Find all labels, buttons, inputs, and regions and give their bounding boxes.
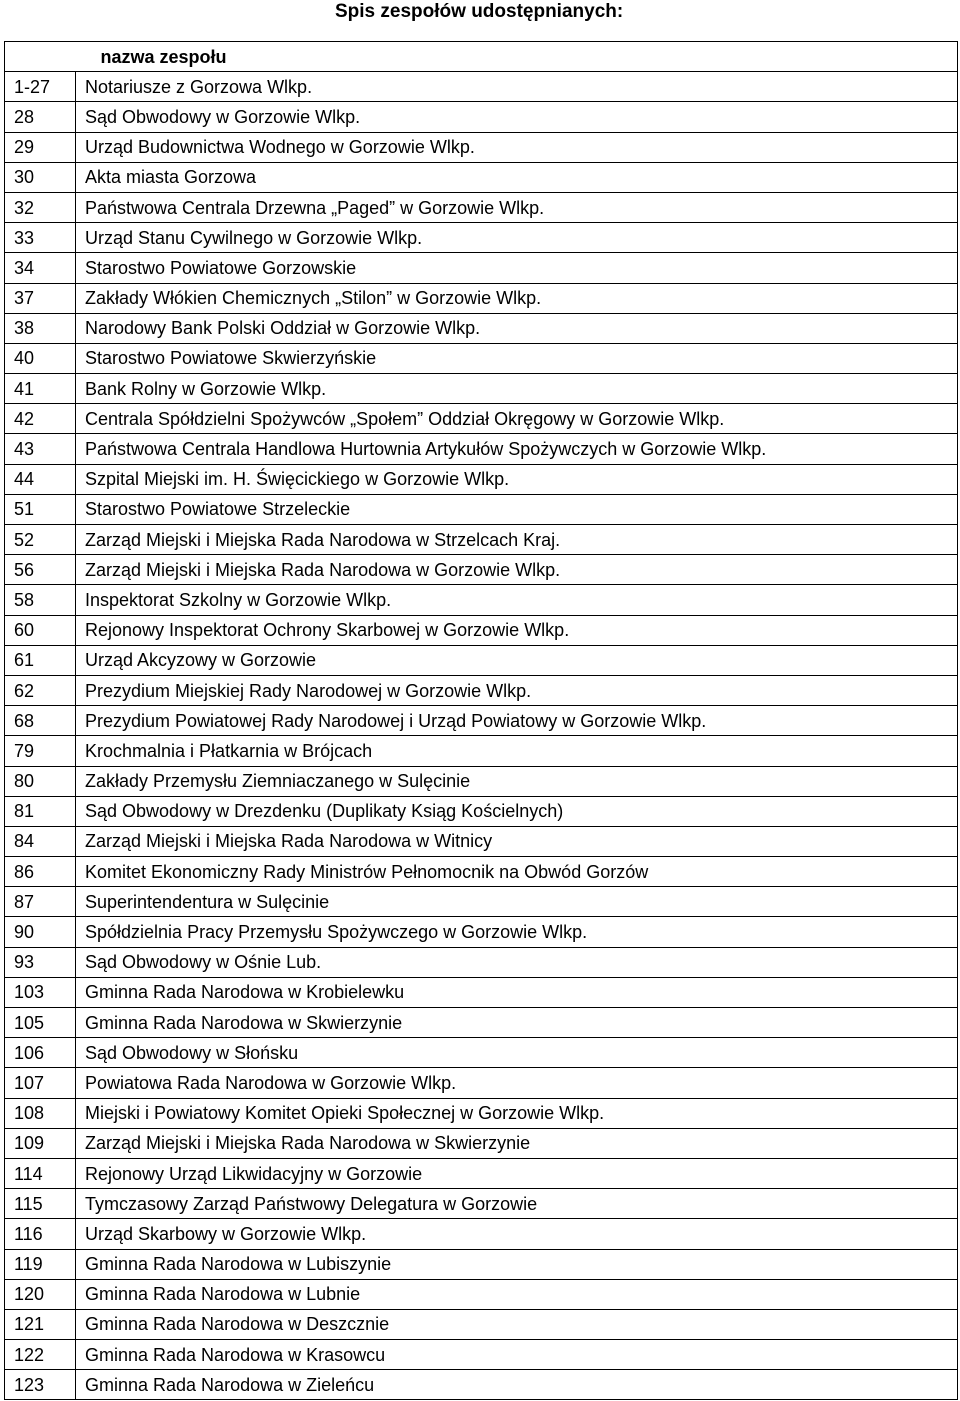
table-row: [5, 947, 958, 977]
ensemble-number: 37: [5, 283, 76, 313]
ensemble-name: Zakłady Przemysłu Ziemniaczanego w Sulęcinie: [76, 766, 958, 796]
ensemble-number: 119: [5, 1249, 76, 1279]
table-row: [5, 494, 958, 524]
ensemble-name: Komitet Ekonomiczny Rady Ministrów Pełnomocnik na Obwód Gorzów: [76, 857, 958, 887]
ensemble-number: 105: [5, 1008, 76, 1038]
ensemble-number: 103: [5, 977, 76, 1007]
ensemble-name: Sąd Obwodowy w Gorzowie Wlkp.: [76, 102, 958, 132]
table-body: [5, 72, 958, 1400]
table-row: [5, 1279, 958, 1309]
table-row: [5, 917, 958, 947]
ensemble-name: Gminna Rada Narodowa w Krobielewku: [76, 977, 958, 1007]
ensemble-name: Powiatowa Rada Narodowa w Gorzowie Wlkp.: [76, 1068, 958, 1098]
ensemble-number: 81: [5, 796, 76, 826]
table-row: [5, 615, 958, 645]
table-row: [5, 1068, 958, 1098]
table-row: [5, 585, 958, 615]
ensemble-name: Starostwo Powiatowe Skwierzyńskie: [76, 343, 958, 373]
ensemble-number: 68: [5, 706, 76, 736]
ensemble-name: Inspektorat Szkolny w Gorzowie Wlkp.: [76, 585, 958, 615]
ensemble-name: Gminna Rada Narodowa w Zieleńcu: [76, 1370, 958, 1400]
ensemble-name: Urząd Akcyzowy w Gorzowie: [76, 645, 958, 675]
table-header: [5, 42, 958, 72]
ensemble-number: 61: [5, 645, 76, 675]
table-row: [5, 1219, 958, 1249]
ensemble-name: Starostwo Powiatowe Gorzowskie: [76, 253, 958, 283]
table-row: [5, 1038, 958, 1068]
ensemble-number: 38: [5, 313, 76, 343]
table-row: [5, 162, 958, 192]
ensemble-number: 42: [5, 404, 76, 434]
table-row: [5, 102, 958, 132]
ensemble-name: Urząd Stanu Cywilnego w Gorzowie Wlkp.: [76, 223, 958, 253]
header-nr-cell: [5, 42, 76, 72]
ensemble-name: Centrala Spółdzielni Spożywców „Społem” Oddział Okręgowy w Gorzowie Wlkp.: [76, 404, 958, 434]
table-row: [5, 736, 958, 766]
table-row: [5, 1370, 958, 1400]
ensemble-name: Zarząd Miejski i Miejska Rada Narodowa w Skwierzynie: [76, 1128, 958, 1158]
table-row: [5, 464, 958, 494]
table-row: [5, 857, 958, 887]
table-row: [5, 1008, 958, 1038]
table-row: [5, 72, 958, 102]
ensemble-number: 58: [5, 585, 76, 615]
table-row: [5, 675, 958, 705]
ensemble-number: 84: [5, 826, 76, 856]
ensemble-name: Szpital Miejski im. H. Święcickiego w Gorzowie Wlkp.: [76, 464, 958, 494]
ensemble-name: Gminna Rada Narodowa w Skwierzynie: [76, 1008, 958, 1038]
ensemble-number: 115: [5, 1189, 76, 1219]
ensemble-number: 40: [5, 343, 76, 373]
table-row: [5, 1128, 958, 1158]
ensemble-name: Gminna Rada Narodowa w Lubiszynie: [76, 1249, 958, 1279]
ensemble-name: Zakłady Włókien Chemicznych „Stilon” w Gorzowie Wlkp.: [76, 283, 958, 313]
ensemble-name: Gminna Rada Narodowa w Deszcznie: [76, 1309, 958, 1339]
table-row: [5, 1189, 958, 1219]
table-row: [5, 796, 958, 826]
ensemble-name: Spółdzielnia Pracy Przemysłu Spożywczego w Gorzowie Wlkp.: [76, 917, 958, 947]
ensemble-number: 79: [5, 736, 76, 766]
ensemble-number: 120: [5, 1279, 76, 1309]
ensemble-name: Urząd Budownictwa Wodnego w Gorzowie Wlkp.: [76, 132, 958, 162]
table-row: [5, 645, 958, 675]
ensemble-number: 116: [5, 1219, 76, 1249]
ensemble-number: 56: [5, 555, 76, 585]
table-row: [5, 1340, 958, 1370]
ensemble-name: Krochmalnia i Płatkarnia w Brójcach: [76, 736, 958, 766]
ensemble-name: Bank Rolny w Gorzowie Wlkp.: [76, 374, 958, 404]
table-row: [5, 374, 958, 404]
ensemble-name: Prezydium Miejskiej Rady Narodowej w Gorzowie Wlkp.: [76, 675, 958, 705]
ensemble-name: Superintendentura w Sulęcinie: [76, 887, 958, 917]
ensemble-name: Państwowa Centrala Drzewna „Paged” w Gorzowie Wlkp.: [76, 192, 958, 222]
ensemble-number: 121: [5, 1309, 76, 1339]
ensemble-number: 86: [5, 857, 76, 887]
ensemble-number: 43: [5, 434, 76, 464]
header-row: [5, 42, 958, 72]
column-header-name: nazwa zespołu: [100, 46, 227, 67]
page-title: Spis zespołów udostępnianych:: [335, 1, 624, 22]
ensemble-name: Gminna Rada Narodowa w Lubnie: [76, 1279, 958, 1309]
ensemble-number: 52: [5, 525, 76, 555]
table-row: [5, 434, 958, 464]
table-row: [5, 706, 958, 736]
table-row: [5, 283, 958, 313]
ensembles-table: [4, 41, 958, 1400]
table-row: [5, 343, 958, 373]
table-row: [5, 887, 958, 917]
ensemble-number: 30: [5, 162, 76, 192]
ensemble-number: 1-27: [5, 72, 76, 102]
ensemble-name: Akta miasta Gorzowa: [76, 162, 958, 192]
table-row: [5, 977, 958, 1007]
ensemble-name: Sąd Obwodowy w Ośnie Lub.: [76, 947, 958, 977]
table-row: [5, 253, 958, 283]
ensemble-number: 109: [5, 1128, 76, 1158]
table-row: [5, 192, 958, 222]
ensemble-name: Tymczasowy Zarząd Państwowy Delegatura w Gorzowie: [76, 1189, 958, 1219]
ensemble-name: Urząd Skarbowy w Gorzowie Wlkp.: [76, 1219, 958, 1249]
header-name-cell: [76, 42, 958, 72]
table-row: [5, 525, 958, 555]
ensemble-number: 62: [5, 675, 76, 705]
ensemble-number: 114: [5, 1158, 76, 1188]
ensemble-number: 108: [5, 1098, 76, 1128]
ensemble-number: 51: [5, 494, 76, 524]
ensemble-name: Zarząd Miejski i Miejska Rada Narodowa w Gorzowie Wlkp.: [76, 555, 958, 585]
ensemble-name: Zarząd Miejski i Miejska Rada Narodowa w Strzelcach Kraj.: [76, 525, 958, 555]
table-row: [5, 313, 958, 343]
ensemble-name: Notariusze z Gorzowa Wlkp.: [76, 72, 958, 102]
ensemble-number: 87: [5, 887, 76, 917]
ensemble-number: 122: [5, 1340, 76, 1370]
ensemble-name: Miejski i Powiatowy Komitet Opieki Społecznej w Gorzowie Wlkp.: [76, 1098, 958, 1128]
ensemble-name: Sąd Obwodowy w Słońsku: [76, 1038, 958, 1068]
ensemble-number: 60: [5, 615, 76, 645]
ensemble-name: Sąd Obwodowy w Drezdenku (Duplikaty Ksiąg Kościelnych): [76, 796, 958, 826]
ensemble-number: 90: [5, 917, 76, 947]
ensemble-number: 44: [5, 464, 76, 494]
ensemble-number: 29: [5, 132, 76, 162]
ensemble-name: Państwowa Centrala Handlowa Hurtownia Artykułów Spożywczych w Gorzowie Wlkp.: [76, 434, 958, 464]
ensemble-number: 80: [5, 766, 76, 796]
ensemble-number: 33: [5, 223, 76, 253]
ensemble-name: Starostwo Powiatowe Strzeleckie: [76, 494, 958, 524]
table-row: [5, 1098, 958, 1128]
ensemble-name: Gminna Rada Narodowa w Krasowcu: [76, 1340, 958, 1370]
ensemble-number: 106: [5, 1038, 76, 1068]
ensemble-number: 34: [5, 253, 76, 283]
table-row: [5, 1309, 958, 1339]
column-header-nr: [14, 47, 76, 67]
table-row: [5, 555, 958, 585]
ensemble-number: 107: [5, 1068, 76, 1098]
ensemble-name: Rejonowy Urząd Likwidacyjny w Gorzowie: [76, 1158, 958, 1188]
table-row: [5, 404, 958, 434]
table-row: [5, 1249, 958, 1279]
ensemble-name: Prezydium Powiatowej Rady Narodowej i Urząd Powiatowy w Gorzowie Wlkp.: [76, 706, 958, 736]
ensemble-number: 41: [5, 374, 76, 404]
table-row: [5, 132, 958, 162]
ensemble-number: 32: [5, 192, 76, 222]
ensemble-number: 93: [5, 947, 76, 977]
ensemble-name: Zarząd Miejski i Miejska Rada Narodowa w Witnicy: [76, 826, 958, 856]
ensemble-number: 123: [5, 1370, 76, 1400]
ensemble-name: Narodowy Bank Polski Oddział w Gorzowie Wlkp.: [76, 313, 958, 343]
table-row: [5, 1158, 958, 1188]
table-row: [5, 826, 958, 856]
table-row: [5, 223, 958, 253]
ensemble-name: Rejonowy Inspektorat Ochrony Skarbowej w Gorzowie Wlkp.: [76, 615, 958, 645]
table-row: [5, 766, 958, 796]
ensemble-number: 28: [5, 102, 76, 132]
